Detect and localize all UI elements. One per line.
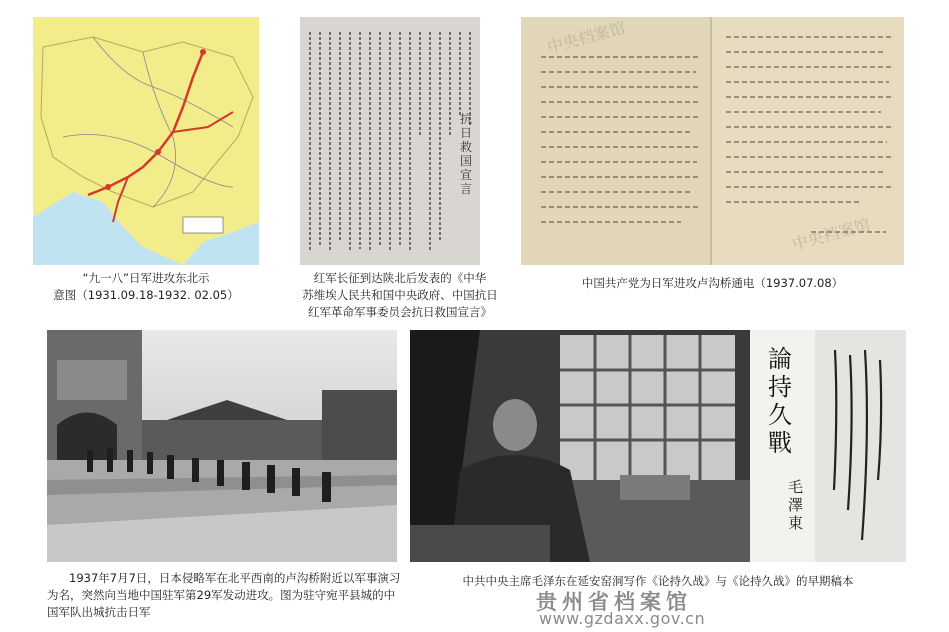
- archive-name-watermark: 贵州省档案馆: [536, 589, 692, 614]
- mao-photo: [410, 330, 906, 562]
- telegram-watermark-left: 中央档案馆: [545, 17, 628, 57]
- map-legend: [183, 217, 223, 233]
- soldiers-svg: [47, 330, 397, 562]
- soldiers-photo: [47, 330, 397, 562]
- telegram-watermark-right: 中央档案馆: [790, 214, 873, 254]
- telegram-image: [521, 17, 904, 265]
- declaration-caption-line-1: 红军长征到达陕北后发表的《中华: [313, 271, 487, 285]
- map-caption: [33, 270, 259, 304]
- soldiers-caption-line-2: 为名，突然向当地中国驻军第29军发动进攻。图为驻守宛平县城的中: [47, 588, 396, 602]
- soldiers-caption-line-1: 1937年7月7日，日本侵略军在北平西南的卢沟桥附近以军事演习: [69, 571, 401, 585]
- declaration-svg: [300, 17, 480, 265]
- mao-svg: [410, 330, 906, 562]
- declaration-image: [300, 17, 480, 265]
- manuscript-title: 論持久戰: [768, 345, 792, 457]
- head: [493, 399, 537, 451]
- declaration-caption: [300, 270, 500, 321]
- map-image: [33, 17, 259, 265]
- telegram-caption: 中国共产党为日军进攻卢沟桥通电（1937.07.08）: [581, 276, 844, 290]
- soldiers-caption-line-3: 国军队出城抗击日军: [47, 605, 151, 619]
- declaration-caption-line-2: 苏维埃人民共和国中央政府、中国抗日: [302, 288, 498, 302]
- map-svg: [33, 17, 259, 265]
- map-caption-line-1: “九一八”日军进攻东北示: [82, 271, 210, 285]
- mao-caption: 中共中央主席毛泽东在延安窑洞写作《论持久战》与《论持久战》的早期稿本: [462, 574, 854, 588]
- map-caption-line-2: 意图（1931.09.18-1932. 02.05）: [53, 288, 239, 302]
- archive-url-watermark: www.gzdaxx.gov.cn: [539, 609, 706, 628]
- soldiers-caption: [47, 570, 417, 621]
- window: [560, 335, 735, 485]
- manuscript-signature: 毛澤東: [788, 478, 804, 532]
- declaration-caption-line-3: 红军革命军事委员会抗日救国宣言》: [308, 305, 492, 319]
- declaration-title: 抗日救国宣言: [460, 112, 473, 196]
